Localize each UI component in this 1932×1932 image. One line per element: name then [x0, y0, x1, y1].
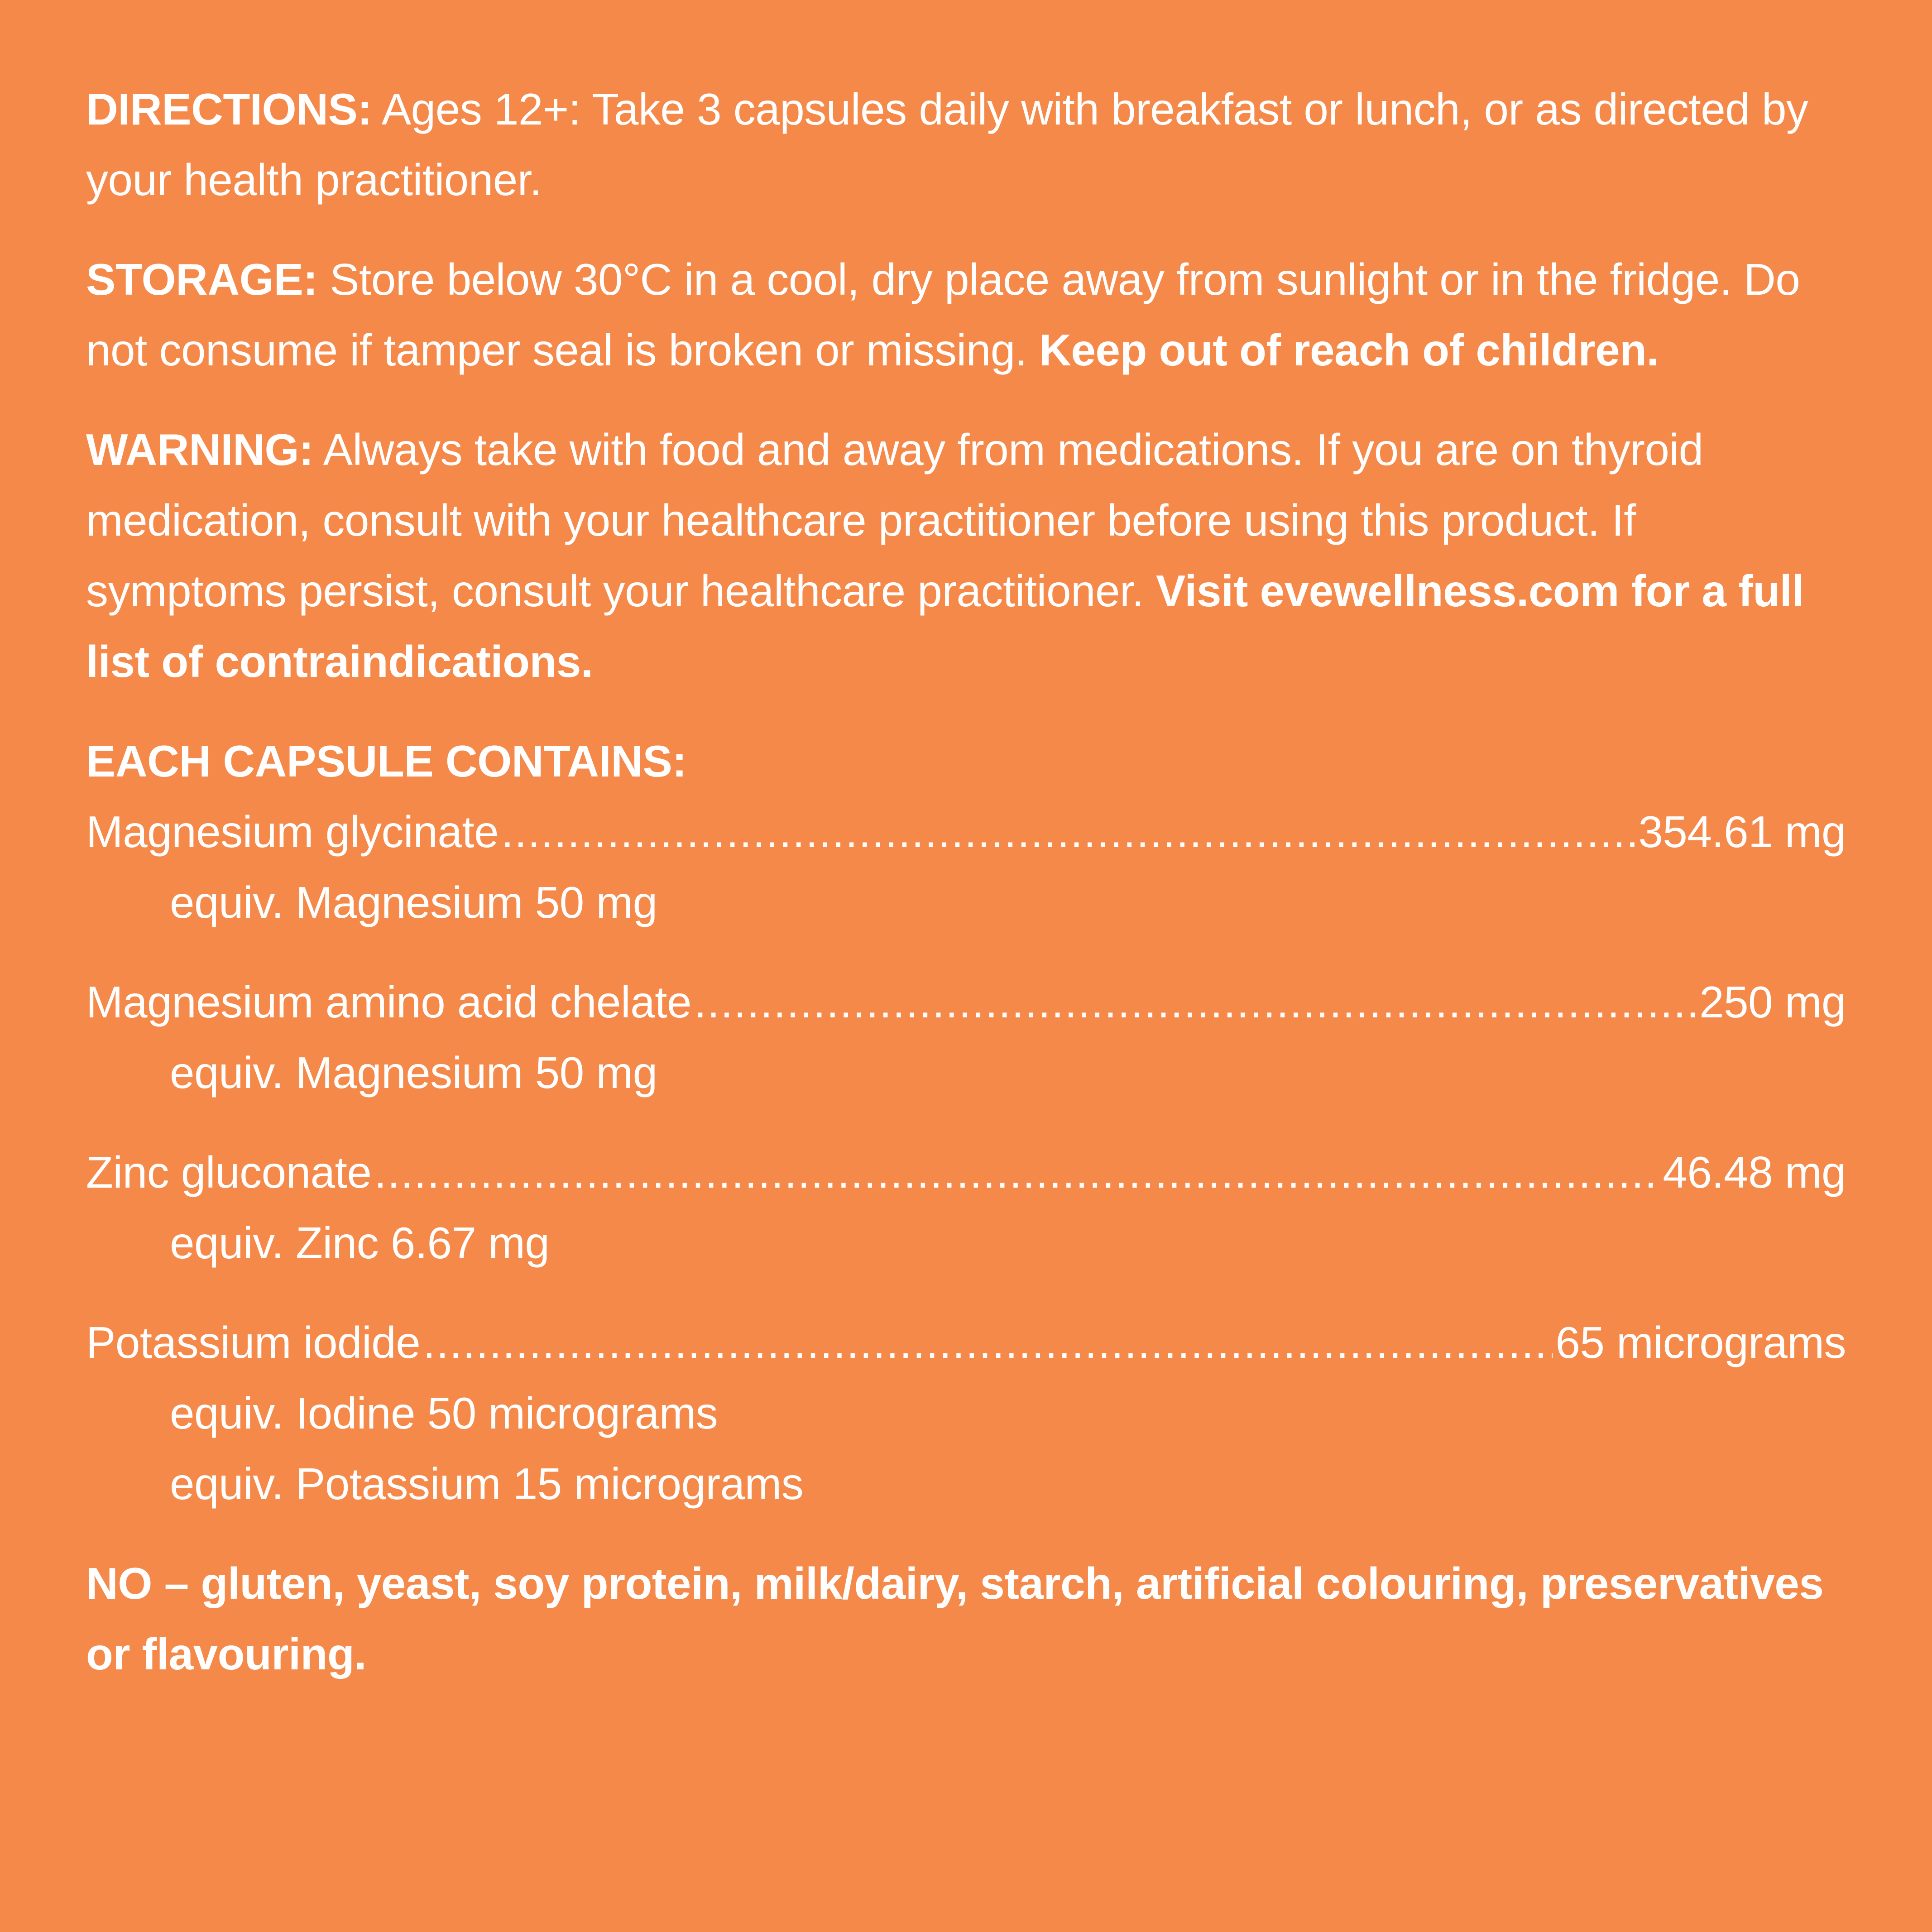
ingredient-equivalent: equiv. Zinc 6.67 mg	[170, 1218, 550, 1268]
ingredient-row	[86, 967, 1846, 1037]
ingredient-row	[86, 796, 1846, 867]
ingredient-equivalent: equiv. Magnesium 50 mg	[170, 877, 657, 927]
warning-section	[86, 414, 1846, 697]
ingredient-equivalent: equiv. Iodine 50 micrograms	[170, 1388, 718, 1438]
dot-leader	[423, 1307, 1553, 1378]
free-from-statement: NO – gluten, yeast, soy protein, milk/dairy, starch, artificial colouring, preservatives or flavouring.	[86, 1558, 1824, 1679]
dot-leader	[501, 796, 1635, 867]
warning-bold-text: Visit evewellness.com for a full list of contraindications.	[86, 566, 1804, 686]
directions-text: Ages 12+: Take 3 capsules daily with breakfast or lunch, or as directed by your health practitioner.	[86, 84, 1808, 205]
storage-section	[86, 244, 1846, 385]
ingredient-row	[86, 1307, 1846, 1378]
ingredient-amount: 250 mg	[1699, 977, 1846, 1027]
ingredient-equivalent: equiv. Potassium 15 micrograms	[170, 1459, 804, 1509]
warning-text: Always take with food and away from medications. If you are on thyroid medication, consult with your healthcare practitioner before using this product. If symptoms persist, consult your healthcare practitioner.	[86, 425, 1703, 616]
storage-text: Store below 30°C in a cool, dry place away from sunlight or in the fridge. Do not consume if tamper seal is broken or missing.	[86, 254, 1800, 375]
ingredient-item	[86, 1137, 1846, 1278]
storage-label: STORAGE:	[86, 254, 318, 304]
dot-leader	[374, 1137, 1660, 1208]
capsule-heading: EACH CAPSULE CONTAINS:	[86, 736, 687, 786]
storage-bold-text: Keep out of reach of children.	[1039, 325, 1659, 375]
ingredient-name: Potassium iodide	[86, 1318, 421, 1367]
ingredient-name: Zinc gluconate	[86, 1147, 372, 1197]
ingredient-name: Magnesium amino acid chelate	[86, 977, 691, 1027]
ingredient-equivalent: equiv. Magnesium 50 mg	[170, 1048, 657, 1098]
directions-section	[86, 74, 1846, 215]
ingredient-item	[86, 1307, 1846, 1519]
warning-label: WARNING:	[86, 425, 314, 475]
ingredient-amount: 46.48 mg	[1663, 1147, 1846, 1197]
ingredient-amount: 354.61 mg	[1638, 807, 1846, 857]
ingredient-item	[86, 796, 1846, 938]
ingredient-name: Magnesium glycinate	[86, 807, 499, 857]
dot-leader	[694, 967, 1697, 1037]
directions-label: DIRECTIONS:	[86, 84, 372, 134]
ingredient-row	[86, 1137, 1846, 1208]
ingredient-item	[86, 967, 1846, 1108]
ingredient-amount: 65 micrograms	[1555, 1318, 1846, 1367]
